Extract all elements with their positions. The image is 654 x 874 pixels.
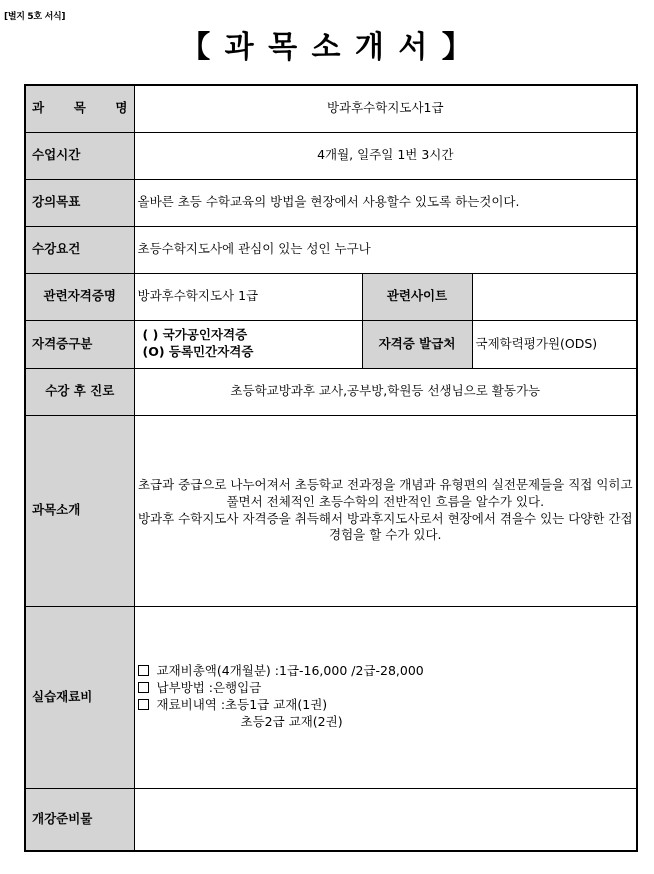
cert-option-private: (O) 등록민간자격증	[142, 344, 254, 359]
row-class-time	[25, 132, 637, 179]
materials-line-4: 초등2급 교재(2권)	[240, 713, 343, 729]
label-career: 수강 후 진로	[25, 368, 134, 415]
row-subject	[25, 85, 637, 132]
row-intro	[25, 415, 637, 606]
label-class-time: 수업시간	[25, 132, 134, 179]
cert-option-national: ( ) 국가공인자격증	[142, 327, 248, 343]
value-cert-type	[134, 320, 362, 368]
row-materials	[25, 606, 637, 788]
row-career	[25, 368, 637, 415]
value-career: 초등학교방과후 교사,공부방,학원등 선생님으로 활동가능	[134, 368, 637, 415]
label-objective: 강의목표	[25, 179, 134, 226]
intro-paragraph-2: 방과후 수학지도사 자격증을 취득해서 방과후지도사로서 현장에서 겪을수 있는 다양한 간접경험을 할 수가 있다.	[137, 510, 633, 543]
label-intro: 과목소개	[25, 415, 134, 606]
document-title: 【 과 목 소 개 서 】	[180, 30, 474, 65]
materials-line-1: 교재비총액(4개월분) :1급-16,000 /2급-28,000	[138, 663, 634, 680]
form-number: [별지 5호 서식]	[4, 12, 66, 22]
course-form-table	[24, 84, 638, 852]
checkbox-icon	[138, 682, 149, 693]
label-prep: 개강준비물	[25, 788, 134, 851]
value-subject: 방과후수학지도사1급	[134, 85, 637, 132]
value-class-time: 4개월, 일주일 1번 3시간	[134, 132, 637, 179]
value-requirement: 초등수학지도사에 관심이 있는 성인 누구나	[134, 226, 637, 273]
value-related-site	[472, 273, 637, 320]
label-related-site: 관련사이트	[362, 273, 472, 320]
materials-line-3: 재료비내역 :초등1급 교재(1권)	[138, 697, 634, 714]
materials-line-2: 납부방법 :은행입금	[138, 680, 634, 697]
label-materials: 실습재료비	[25, 606, 134, 788]
label-requirement: 수강요건	[25, 226, 134, 273]
value-objective: 올바른 초등 수학교육의 방법을 현장에서 사용할수 있도록 하는것이다.	[134, 179, 637, 226]
label-cert-type: 자격증구분	[25, 320, 134, 368]
checkbox-icon	[138, 665, 149, 676]
row-requirement	[25, 226, 637, 273]
row-objective	[25, 179, 637, 226]
intro-paragraph-1: 초급과 중급으로 나누어져서 초등학교 전과정을 개념과 유형편의 실전문제들을 직접 익히고 풀면서 전체적인 초등수학의 전반적인 흐름을 알수가 있다.	[137, 476, 633, 509]
label-issuer: 자격증 발급처	[362, 320, 472, 368]
label-subject: 과 목 명	[25, 85, 134, 132]
value-materials	[134, 606, 637, 788]
row-prep	[25, 788, 637, 851]
row-cert-type	[25, 320, 637, 368]
row-certificate	[25, 273, 637, 320]
label-certificate: 관련자격증명	[25, 273, 134, 320]
value-prep	[134, 788, 637, 851]
value-intro	[134, 415, 637, 606]
value-issuer: 국제학력평가원(ODS)	[472, 320, 637, 368]
checkbox-icon	[138, 699, 149, 710]
value-certificate: 방과후수학지도사 1급	[134, 273, 362, 320]
